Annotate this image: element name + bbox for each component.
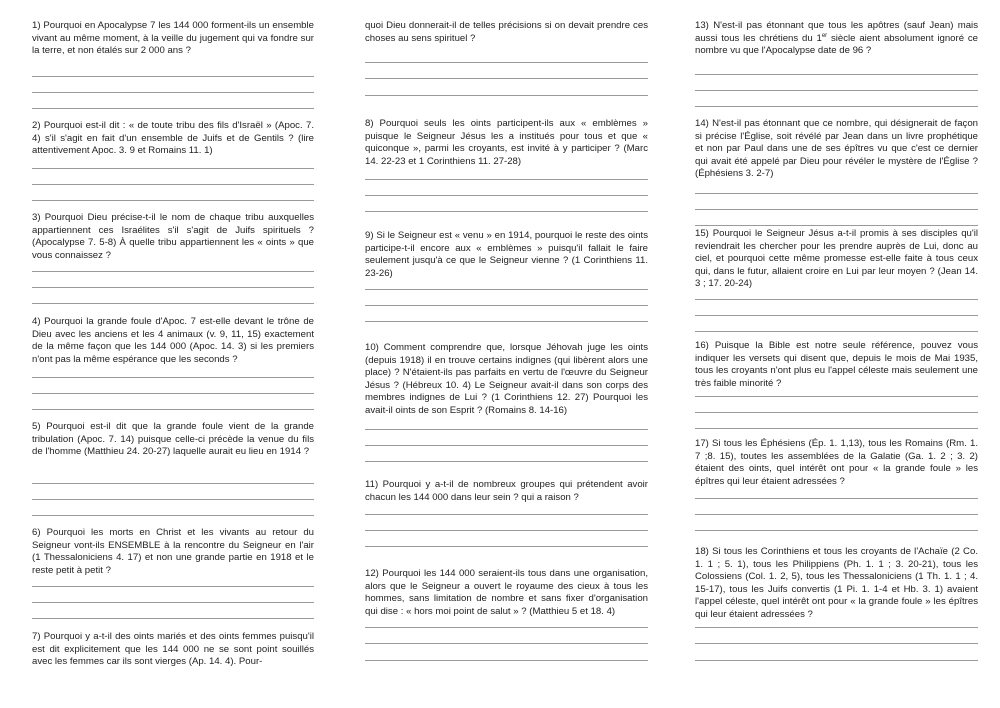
answer-line: [695, 643, 978, 644]
answer-line: [695, 315, 978, 316]
answer-line: [365, 514, 648, 515]
answer-line: [695, 396, 978, 397]
answer-line: [365, 429, 648, 430]
question-text: 7) Pourquoi y a-t-il des oints mariés et des oints femmes puisqu'il est dit explicitement que les 144 000 ne se sont point souillés avec les femmes car ils sont vierges (Ap. 14. 4). Pour-: [32, 631, 314, 668]
answer-line: [695, 299, 978, 300]
question-14: [695, 118, 978, 181]
answer-line: [695, 428, 978, 429]
answer-line: [365, 643, 648, 644]
question-text: 11) Pourquoi y a-t-il de nombreux groupes qui prétendent avoir chacun les 144 000 dans leur sein ? qui a raison ?: [365, 479, 648, 503]
question-text: 12) Pourquoi les 144 000 seraient-ils tous dans une organisation, alors que le Seigneur a ouvert le royaume des cieux à tous les hommes, sans limitation de nombre et sans fixer d'organisation qui dise : « hors moi point de salut » ? (Matthieu 5 et 18. 4): [365, 568, 648, 617]
question-text: 4) Pourquoi la grande foule d'Apoc. 7 est-elle devant le trône de Dieu avec les anciens et les 4 animaux (v. 9, 11, 15) exactement de la même façon que les 144 000 (Apoc. 14. 3) si les premiers n'ont pas la même espérance que les seconds ?: [32, 316, 314, 365]
answer-line: [32, 108, 314, 109]
answer-line: [695, 106, 978, 107]
question-16: [695, 340, 978, 390]
question-text: 18) Si tous les Corinthiens et tous les croyants de l'Achaïe (2 Co. 1. 1 ; 5. 1), tous les Philippiens (Ph. 1. 1 ; 3. 20-21), tous les Colossiens (Col. 1. 2, 5), tous les Thessaloniciens (1 Th. 1. 1 ; 4. 15-17), tous les Juifs convertis (1 Pi. 1. 1-4 et Hb. 3. 1) avaient l'appel céleste, quel intérêt ont pour « la grande foule » les épîtres qui leur étaient adressées ?: [695, 546, 978, 620]
question-text: 5) Pourquoi est-il dit que la grande foule vient de la grande tribulation (Apoc. 7. 14) puisque celle-ci précède la venue du fils de l'homme (Matthieu 24. 20-27) laquelle aurait eu lieu en 1914 ?: [32, 421, 314, 458]
question-text: 3) Pourquoi Dieu précise-t-il le nom de chaque tribu auxquelles appartiennent ces Israélites s'il s'agit de Juifs spirituels ? (Apocalypse 7. 5-8) À quelle tribu appartiennent les « oints » que vous connaissez ?: [32, 212, 314, 261]
answer-line: [32, 76, 314, 77]
answer-line: [695, 90, 978, 91]
answer-line: [32, 303, 314, 304]
answer-line: [695, 514, 978, 515]
answer-line: [32, 168, 314, 169]
answer-line: [365, 546, 648, 547]
answer-line: [695, 498, 978, 499]
answer-line: [695, 627, 978, 628]
question-15: [695, 228, 978, 291]
answer-line: [695, 193, 978, 194]
question-text: 16) Puisque la Bible est notre seule référence, pouvez vous indiquer les versets qui disent que, depuis le mois de Mai 1935, tous les croyants n'ont plus eu l'appel céleste mais seulement une très faible minorité ?: [695, 340, 978, 389]
question-text: quoi Dieu donnerait-il de telles précisions si on devait prendre ces choses au sens spirituel ?: [365, 20, 648, 44]
question-5: [32, 421, 314, 459]
question-text: 1) Pourquoi en Apocalypse 7 les 144 000 forment-ils un ensemble vivant au même moment, à la veille du jugement qui va fondre sur la terre, et non étalés sur 2 000 ans ?: [32, 20, 314, 57]
question-7-continued: [365, 20, 648, 45]
answer-line: [365, 179, 648, 180]
answer-line: [32, 586, 314, 587]
question-text: 6) Pourquoi les morts en Christ et les vivants au retour du Seigneur vont-ils ENSEMBLE à la rencontre du Seigneur en l'air (1 Thessaloniciens 4. 17) et non une grande partie en 1918 et le reste petit à petit ?: [32, 527, 314, 576]
question-text: 2) Pourquoi est-il dit : « de toute tribu des fils d'Israël » (Apoc. 7. 4) s'il s'agit en fait d'un ensemble de Juifs et de Gentils ? (lire attentivement Apoc. 3. 9 et Romains 11. 1): [32, 120, 314, 157]
question-1: [32, 20, 314, 58]
question-7: [32, 631, 314, 669]
question-6: [32, 527, 314, 577]
question-17: [695, 438, 978, 488]
answer-line: [365, 195, 648, 196]
answer-line: [695, 74, 978, 75]
answer-line: [32, 271, 314, 272]
question-text: 15) Pourquoi le Seigneur Jésus a-t-il promis à ses disciples qu'il reviendrait les chercher pour les prendre auprès de Lui, donc au ciel, et pourquoi cette même promesse est-elle faite à tous ceux qui, dans le futur, allaient croire en Lui par leur moyen ? (Jean 14. 3 ; 17. 20-24): [695, 228, 978, 290]
answer-line: [365, 78, 648, 79]
answer-line: [365, 530, 648, 531]
question-text: 8) Pourquoi seuls les oints participent-ils aux « emblèmes » puisque le Seigneur Jésus les a institués pour tous et que « quiconque », parmi les croyants, est invité à y participer ? (Marc 14. 22-23 et 1 Corinthiens 11. 27-28): [365, 118, 648, 167]
question-column-3: [695, 0, 978, 708]
question-9: [365, 230, 648, 280]
answer-line: [32, 393, 314, 394]
answer-line: [695, 660, 978, 661]
answer-line: [365, 627, 648, 628]
answer-line: [32, 409, 314, 410]
answer-line: [695, 209, 978, 210]
answer-line: [695, 331, 978, 332]
question-text: 13) N'est-il pas étonnant que tous les apôtres (sauf Jean) mais aussi tous les chrétiens du 1er siècle aient absolument ignoré ce nombre vu que l'Apocalypse date de 96 ?: [695, 20, 978, 57]
question-13: [695, 20, 978, 58]
answer-line: [32, 287, 314, 288]
answer-line: [695, 412, 978, 413]
question-text: 9) Si le Seigneur est « venu » en 1914, pourquoi le reste des oints participe-t-il encore aux « emblèmes » puisqu'il fallait le faire seulement jusqu'à ce que le Seigneur vienne ? (1 Corinthiens 11. 23-26): [365, 230, 648, 279]
question-12: [365, 568, 648, 618]
answer-line: [365, 321, 648, 322]
question-text: 14) N'est-il pas étonnant que ce nombre, qui désignerait de façon si précise l'Église, soit révélé par Jean dans un livre prophétique et non par Paul dans une de ses épîtres vu que c'est ce dernier qui avait été appelé par Dieu pour révéler le mystère de l'Église ? (Éphésiens 3. 2-7): [695, 118, 978, 180]
answer-line: [365, 95, 648, 96]
question-11: [365, 479, 648, 504]
answer-line: [365, 660, 648, 661]
answer-line: [32, 499, 314, 500]
answer-line: [365, 62, 648, 63]
answer-line: [695, 225, 978, 226]
answer-line: [32, 602, 314, 603]
answer-line: [365, 305, 648, 306]
question-4: [32, 316, 314, 366]
question-2: [32, 120, 314, 158]
answer-line: [365, 461, 648, 462]
answer-line: [32, 483, 314, 484]
question-8: [365, 118, 648, 168]
question-3: [32, 212, 314, 262]
answer-line: [365, 445, 648, 446]
question-10: [365, 342, 648, 418]
answer-line: [32, 377, 314, 378]
answer-line: [695, 530, 978, 531]
answer-line: [32, 92, 314, 93]
answer-line: [32, 515, 314, 516]
answer-line: [32, 184, 314, 185]
answer-line: [365, 211, 648, 212]
answer-line: [365, 289, 648, 290]
answer-line: [32, 200, 314, 201]
question-column-2: [365, 0, 648, 708]
answer-line: [32, 618, 314, 619]
question-column-1: [32, 0, 314, 708]
question-18: [695, 546, 978, 622]
question-text: 17) Si tous les Éphésiens (Ép. 1. 1,13), tous les Romains (Rm. 1. 7 ;8. 15), toutes les assemblées de la Galatie (Ga. 1. 2 ; 3. 2) étaient des oints, quel intérêt ont pour « la grande foule » les épîtres qui leur étaient adressées ?: [695, 438, 978, 487]
question-text: 10) Comment comprendre que, lorsque Jéhovah juge les oints (depuis 1918) il en trouve certains indignes (qui libèrent alors une place) ? N'étaient-ils pas parfaits en vertu de l'œuvre du Seigneur Jésus ? (Hébreux 10. 4) Le Seigneur avait-il dans son corps des membres indignes de Lui ? (1 Corinthiens 12. 27) Pourquoi les avait-il oints de son Esprit ? (Romains 8. 14-16): [365, 342, 648, 416]
